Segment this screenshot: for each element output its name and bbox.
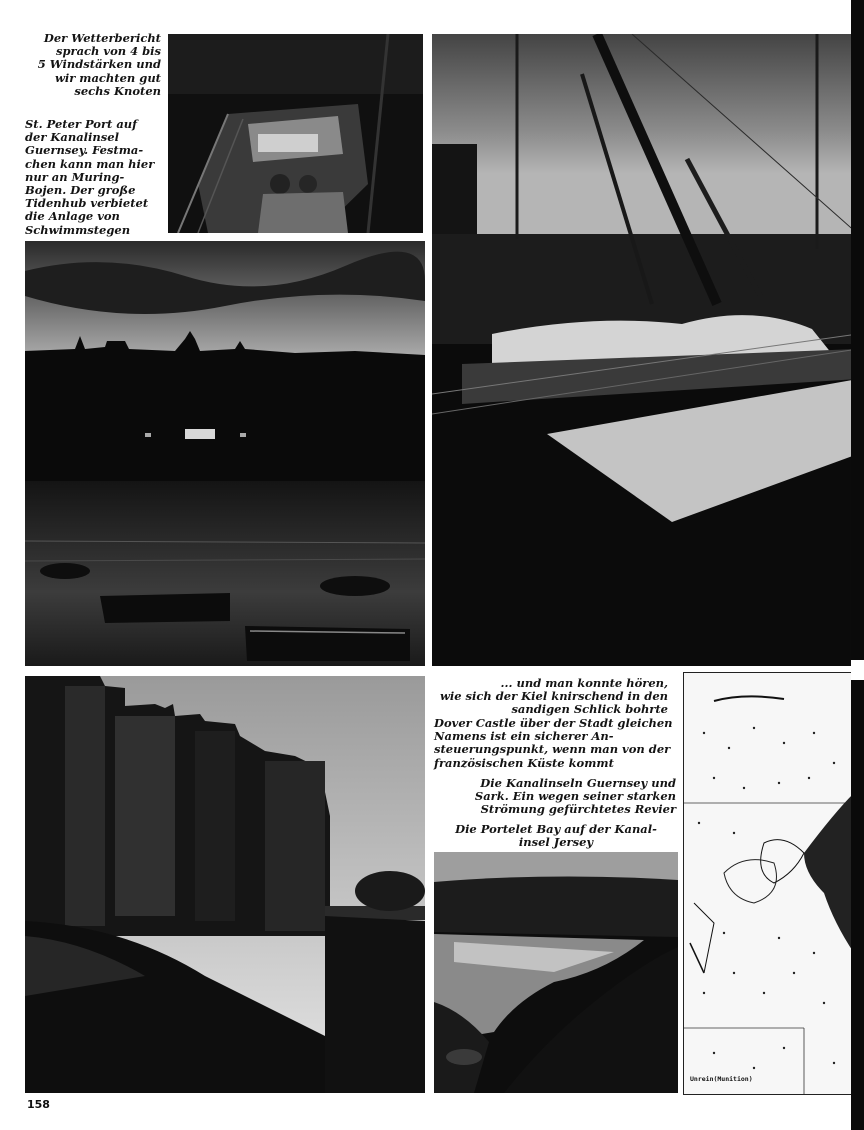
caption-line: der Kanalinsel [25,130,119,145]
caption-line: französischen Küste kommt [434,755,614,770]
photo-dover-castle [25,676,425,1093]
caption-line: Der Wetterbericht [43,31,161,45]
chart-label-unrein: Unrein(Munition) [690,1075,753,1083]
caption-line: nur an Muring- [25,169,125,184]
caption-line: 5 Windstärken und [37,57,161,72]
page-number: 158 [27,1098,50,1111]
caption-line: sandigen Schlick bohrte [511,702,668,717]
nautical-chart [683,672,855,1095]
caption-line: chen kann man hier [25,156,155,171]
caption-keel [432,677,668,717]
caption-line: Sark. Ein wegen seiner starken [474,789,676,804]
caption-line: ... und man konnte hören, [500,676,668,690]
photo-sailboat-masts [432,34,858,666]
photo-portelet-bay [434,852,678,1093]
caption-line: Bojen. Der große [25,183,136,198]
caption-channel-islands [432,777,676,817]
caption-dover [434,717,678,770]
page-edge-shadow [851,0,864,1130]
caption-line: Strömung gefürchtetes Revier [480,802,676,817]
caption-line: St. Peter Port auf [25,117,138,131]
caption-line: wir machten gut [54,70,161,85]
caption-line: Dover Castle über der Stadt gleichen [434,716,673,730]
caption-line: die Anlage von [25,209,120,224]
photo-boat-cockpit [168,34,423,233]
caption-line: Schwimmstegen [25,222,131,237]
caption-line: insel Jersey [518,835,594,850]
caption-line: Die Kanalinseln Guernsey und [480,776,676,790]
caption-line: steuerungspunkt, wenn man von der [434,742,671,757]
caption-line: Namens ist ein sicherer An- [434,729,614,744]
caption-line: Die Portelet Bay auf der Kanal- [455,822,657,836]
caption-line: sechs Knoten [74,83,161,98]
caption-line: sprach von 4 bis [56,44,161,59]
caption-portelet [434,823,678,849]
caption-line: Tidenhub verbietet [25,196,149,211]
caption-line: wie sich der Kiel knirschend in den [439,689,668,704]
caption-st-peter-port [25,118,165,237]
photo-harbour-dusk [25,241,425,666]
caption-line: Guernsey. Festma- [25,143,144,158]
caption-weather [20,32,161,98]
page-edge-gap [851,660,864,680]
